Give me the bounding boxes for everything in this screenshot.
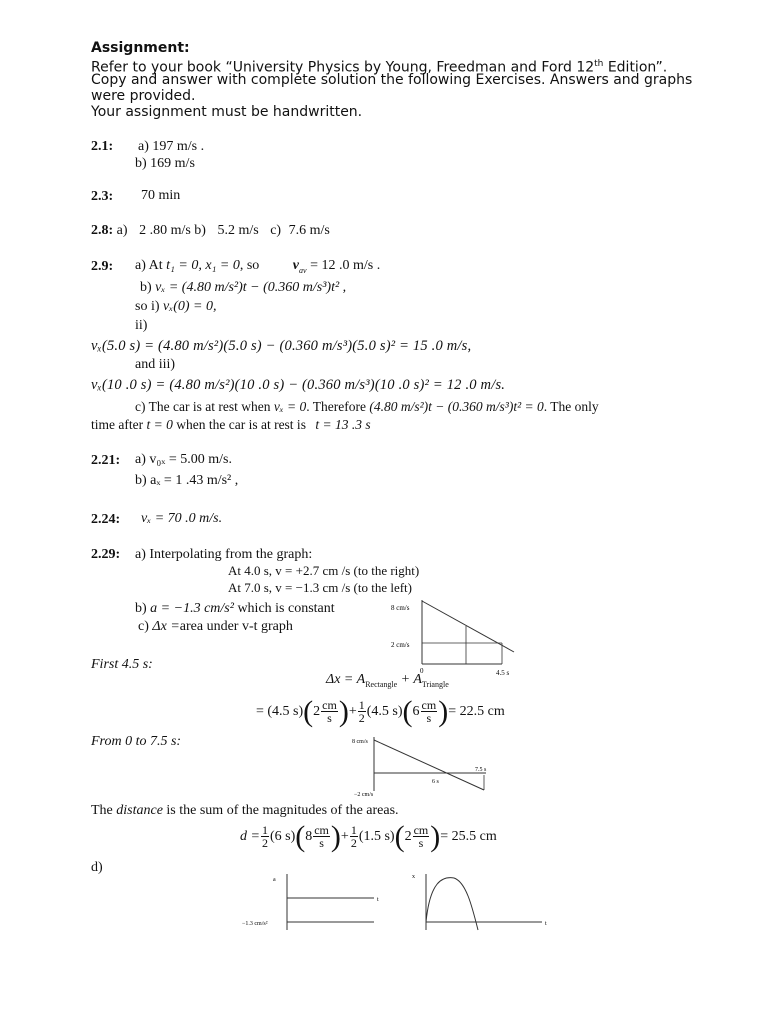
problem-2-8-a: 2 .80 m/s (139, 223, 191, 238)
eq2-k2: 2 (404, 829, 412, 844)
eq2-result: = 25.5 cm (440, 829, 497, 844)
problem-2-29-b-end: which is constant (233, 601, 335, 616)
problem-2-29-a: a) Interpolating from the graph: (135, 547, 313, 562)
graph1-y-mid: 2 cm/s (391, 641, 410, 649)
eq1-result: = 22.5 cm (448, 704, 505, 719)
graph4-x-label: t (545, 921, 547, 927)
header-line-4: Your assignment must be handwritten. (91, 104, 363, 120)
problem-2-9-a-pre: a) At (135, 258, 167, 273)
problem-2-29-b-pre: b) (135, 601, 151, 616)
first-4-5s-calculation: = (4.5 s)(2 $\frac{cm}{s}$ )+ $\frac{1}{2}$ (4.5 s)(6 $\frac{cm}{s}$ )= 22.5 cm (256, 694, 505, 728)
delta-eq-sub1: Rectangle (365, 679, 398, 689)
eq2-half-b-den: 2 (350, 836, 357, 851)
first-4-5s-heading: First 4.5 s: (91, 657, 153, 672)
eq2-frac1-den: s (319, 836, 324, 851)
graph3-y-label: a (273, 877, 276, 883)
eq1-half-num: 1 (358, 698, 365, 713)
problem-2-9-c-mid: . Therefore (306, 399, 370, 414)
graph1-y-top: 8 cm/s (391, 604, 410, 612)
problem-2-9-c2-mid: when the car is at rest is (172, 417, 310, 432)
problem-2-9-c-line-1 (135, 399, 599, 415)
distance-pre: The (91, 803, 117, 818)
header-line-3: were provided. (91, 88, 196, 104)
problem-2-9-c-end: . The only (543, 399, 599, 414)
problem-2-9-vav-sub: av (299, 265, 307, 275)
eq2-b: (1.5 s) (358, 829, 395, 844)
position-time-graph (408, 868, 558, 934)
graph2-x-end: 7.5 s (475, 767, 487, 773)
graph3-x-label: t (377, 897, 379, 903)
graph4-y-label: x (412, 874, 415, 880)
eq1-lead: = (4.5 s) (256, 704, 304, 719)
eq2-lead: d = (240, 829, 260, 844)
header-line-1-sup: th (594, 59, 604, 69)
problem-2-29-b-math: a = −1.3 cm/s² (150, 601, 234, 616)
problem-2-21-label: 2.21: (91, 453, 121, 468)
problem-2-21-a: a) v₀ₓ = 5.00 m/s. (135, 452, 232, 467)
problem-2-9-label: 2.9: (91, 259, 114, 274)
graph3-neg-label: −1.3 cm/s² (242, 921, 268, 927)
eq2-half-a-den: 2 (261, 836, 268, 851)
eq1-frac1 (321, 699, 338, 724)
header-line-1-end: Edition”. (603, 59, 668, 76)
problem-2-29-a-line-2: At 7.0 s, v = −1.3 cm /s (to the left) (228, 580, 412, 595)
problem-2-9-so-i-math: vₓ(0) = 0, (163, 299, 217, 314)
distance-calculation: d = $\frac{1}{2}$ (6 s)(8 $\frac{cm}{s}$ )+ $\frac{1}{2}$ (1.5 s)(2 $\frac{cm}{s}$ )= 25.5 cm (240, 819, 497, 853)
problem-2-9-and-iii: and iii) (135, 357, 176, 372)
eq1-half (358, 699, 366, 724)
graph1-x-end: 4.5 s (496, 669, 510, 677)
problem-2-29-c (138, 619, 293, 635)
problem-2-3-label: 2.3: (91, 189, 114, 204)
acceleration-time-graph (240, 868, 390, 934)
graph2-y-top: 8 cm/s (352, 739, 368, 745)
problem-2-3-answer: 70 min (141, 188, 181, 203)
eq1-plus: + (348, 704, 357, 719)
problem-2-29-a-line-1: At 4.0 s, v = +2.7 cm /s (to the right) (228, 563, 420, 578)
eq2-a: (6 s) (269, 829, 296, 844)
velocity-graph-0-to-7-5s (352, 735, 492, 797)
problem-2-9-a-mid: , so (239, 258, 260, 273)
delta-eq-plus: + A (400, 672, 422, 687)
header-line-1-text: Refer to your book “University Physics by Young, Freedman and Ford 12 (91, 59, 595, 76)
problem-2-29-c-pre: c) (138, 619, 153, 634)
problem-2-24-label: 2.24: (91, 512, 121, 527)
problem-2-9-b (140, 280, 346, 296)
problem-2-8-c-pre: c) (270, 223, 282, 238)
distance-end: is the sum of the magnitudes of the areas. (162, 803, 399, 818)
delta-eq-sub2: Triangle (421, 679, 449, 689)
eq2-k1: 8 (305, 829, 313, 844)
problem-2-9-vav: v (292, 258, 300, 273)
problem-2-9-so-i (135, 299, 216, 315)
problem-2-9-c-m1: vₓ = 0 (273, 399, 307, 414)
eq2-half-b (350, 824, 358, 849)
problem-2-9-ii: ii) (135, 318, 148, 333)
problem-2-29-d: d) (91, 860, 103, 875)
problem-2-8-label: 2.8: (91, 223, 114, 238)
from-0-to-7-5s-heading: From 0 to 7.5 s: (91, 734, 182, 749)
eq1-frac2 (421, 699, 438, 724)
eq2-frac2-num: cm (413, 823, 429, 838)
graph1-x-zero: 0 (420, 667, 424, 675)
eq2-half-a-num: 1 (261, 823, 268, 838)
problem-2-9-c2-pre: time after (91, 417, 147, 432)
problem-2-9-b-pre: b) (140, 280, 156, 295)
graph2-y-neg: −2 cm/s (354, 792, 374, 798)
eq1-k2: 6 (412, 704, 420, 719)
eq2-frac2-den: s (418, 836, 424, 851)
eq1-frac1-num: cm (322, 698, 337, 713)
problem-2-9-a (135, 258, 380, 279)
eq2-plus: + (340, 829, 349, 844)
distance-word: distance (116, 803, 163, 818)
problem-2-9-a-math: t₁ = 0, x₁ = 0 (166, 258, 240, 273)
delta-x-area-equation (326, 672, 449, 689)
problem-2-8-b: 5.2 m/s (217, 223, 259, 238)
eq1-k1: 2 (313, 704, 321, 719)
eq1-frac2-den: s (426, 711, 432, 726)
problem-2-9-c2-m2: t = 13 .3 s (315, 417, 371, 432)
problem-2-29-b (135, 601, 335, 617)
eq1-mid: (4.5 s) (366, 704, 403, 719)
problem-2-1-label: 2.1: (91, 139, 114, 154)
problem-2-8-a-pre: a) (116, 223, 128, 238)
problem-2-29-c-math: Δx = (152, 619, 180, 634)
problem-2-24-answer: vₓ = 70 .0 m/s. (141, 511, 223, 526)
problem-2-21-b: b) aₓ = 1 .43 m/s² , (135, 473, 239, 488)
problem-2-29-c-end: area under v-t graph (179, 619, 293, 634)
problem-2-8-line (91, 223, 330, 239)
problem-2-9-iii-equation: vₓ(10 .0 s) = (4.80 m/s²)(10 .0 s) − (0.360 m/s³)(10 .0 s)² = 12 .0 m/s. (91, 377, 506, 393)
problem-2-9-c-m2: (4.80 m/s²)t − (0.360 m/s³)t² = 0 (369, 399, 544, 414)
problem-2-1-b: b) 169 m/s (135, 156, 195, 171)
eq1-frac1-den: s (327, 711, 332, 726)
eq1-frac2-num: cm (421, 698, 437, 713)
eq2-half-a (261, 824, 269, 849)
delta-eq-lhs: Δx = A (326, 672, 366, 687)
eq2-frac1-num: cm (314, 823, 329, 838)
problem-2-9-c2-m1: t = 0 (146, 417, 173, 432)
eq2-frac1 (313, 824, 330, 849)
eq2-half-b-num: 1 (350, 823, 357, 838)
problem-2-9-c-pre: c) The car is at rest when (135, 399, 274, 414)
problem-2-29-label: 2.29: (91, 547, 121, 562)
graph2-x-mid: 6 s (432, 779, 439, 785)
problem-2-9-b-math: vₓ = (4.80 m/s²)t − (0.360 m/s³)t² , (155, 280, 347, 295)
problem-2-9-c-line-2 (91, 417, 371, 433)
distance-statement (91, 803, 399, 819)
problem-2-9-ii-equation: vₓ(5.0 s) = (4.80 m/s²)(5.0 s) − (0.360 m/s³)(5.0 s)² = 15 .0 m/s, (91, 338, 472, 354)
velocity-graph-first-4-5s (388, 598, 518, 680)
problem-2-1-a: a) 197 m/s . (138, 139, 205, 154)
assignment-title: Assignment: (91, 40, 190, 56)
eq2-frac2 (413, 824, 430, 849)
problem-2-8-b-pre: b) (194, 223, 206, 238)
header-line-2: Copy and answer with complete solution the following Exercises. Answers and graphs (91, 72, 693, 88)
problem-2-9-so-i-text: so i) (135, 299, 163, 314)
problem-2-8-c: 7.6 m/s (288, 223, 330, 238)
eq1-half-den: 2 (358, 711, 365, 726)
problem-2-9-vav-val: = 12 .0 m/s . (306, 258, 381, 273)
